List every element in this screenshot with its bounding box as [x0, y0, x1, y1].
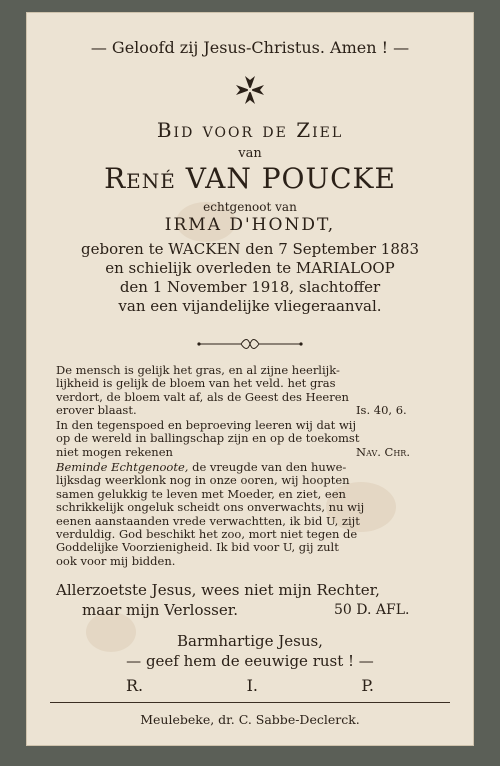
text-line: samen gelukkig te leven met Moeder, en ziet, een	[56, 486, 346, 501]
ornament-divider	[26, 336, 474, 352]
text-line: lijksdag weerklonk nog in onze ooren, wij hoopten	[56, 473, 350, 488]
text-line: verdort, de bloem valt af, als de Geest des Heeren	[56, 389, 349, 404]
text-line: De mensch is gelijk het gras, en al zijne heerlijk-	[56, 363, 340, 377]
spouse-name: IRMA D'HONDT,	[164, 215, 336, 235]
rip-letter: P.	[361, 676, 374, 695]
farewell-paragraph	[56, 461, 448, 568]
text-line: In den tegenspoed en beproeving leeren wij dat wij	[56, 418, 357, 432]
memorial-card	[26, 12, 474, 746]
indulgence-note: 50 D. AFL.	[334, 602, 410, 618]
bio-line: en schielijk overleden te MARIALOOP	[105, 259, 395, 277]
bio-line: den 1 November 1918, slachtoffer	[119, 278, 381, 296]
title: Bid voor de Ziel	[156, 118, 344, 142]
text-line: de vreugde van den huwe-	[188, 460, 347, 474]
prayer-rust: — geef hem de eeuwige rust ! —	[126, 652, 374, 670]
prayer-rechter	[56, 580, 448, 620]
deceased-name: René VAN POUCKE	[104, 162, 396, 195]
text-line: Goddelijke Voorzienigheid. Ik bid voor U, gij zult	[56, 540, 339, 555]
rip-letter: I.	[246, 676, 258, 695]
address-lead: Beminde Echtgenoote,	[56, 460, 189, 474]
biography	[26, 240, 474, 316]
bio-line: van een vijandelijke vliegeraanval.	[118, 297, 382, 315]
rip-line	[126, 676, 374, 695]
divider-line	[50, 702, 450, 703]
adversity-paragraph	[56, 419, 448, 459]
prayer-line: maar mijn Verlosser.	[82, 601, 239, 619]
text-line: lijkheid is gelijk de bloem van het veld. het gras	[56, 376, 336, 391]
maltese-cross-icon	[26, 74, 474, 108]
header-line: — Geloofd zij Jesus-Christus. Amen ! —	[90, 38, 410, 57]
scripture-paragraph	[56, 364, 448, 418]
text-line: verduldig. God beschikt het zoo, mort niet tegen de	[56, 527, 358, 542]
text-line: op de wereld in ballingschap zijn en op de toekomst	[56, 431, 360, 446]
text-line: schrikkelijk ongeluk scheidt ons onverwachts, nu wij	[56, 500, 365, 515]
spouse-label: echtgenoot van	[203, 200, 297, 214]
prayer-barmhartig: Barmhartige Jesus,	[177, 632, 323, 650]
text-line: ook voor mij bidden.	[56, 553, 176, 568]
source-reference: Nav. Chr.	[356, 444, 410, 459]
text-line: erover blaast.	[56, 403, 137, 418]
prayer-line: Allerzoetste Jesus, wees niet mijn Rechter,	[56, 581, 380, 599]
text-line: eenen aanstaanden vrede verwachtten, ik bid U, zijt	[56, 513, 360, 528]
text-line: niet mogen rekenen	[56, 444, 173, 459]
printer-imprint: Meulebeke, dr. C. Sabbe-Declerck.	[140, 712, 360, 727]
van-label: van	[238, 146, 262, 161]
bio-line: geboren te WACKEN den 7 September 1883	[81, 240, 419, 258]
rip-letter: R.	[126, 676, 144, 695]
scripture-reference: Is. 40, 6.	[356, 403, 407, 418]
